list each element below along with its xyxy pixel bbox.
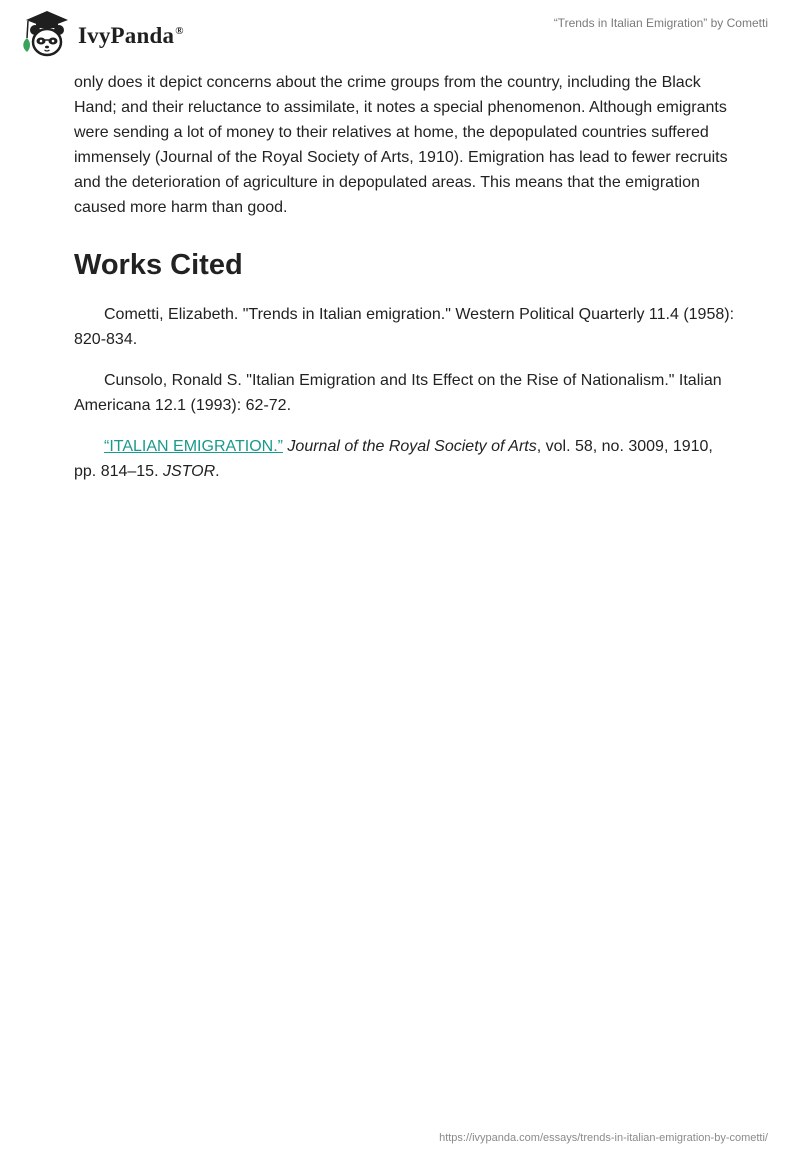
panda-graduate-icon [14, 8, 76, 60]
body-paragraph: only does it depict concerns about the crime groups from the country, including the Black Hand; and their reluctance to assimilate, it notes a special phenomenon. Although emigrants were sending a lot of money to their relatives at home, the depopulated countries suffered immensely (Journal of the Royal Society of Arts, 1910). Emigration has lead to fewer recruits and the deterioration of agriculture in depopulated areas. This means that the emigration caused more harm than good. [74, 74, 728, 216]
citation-cometti: Cometti, Elizabeth. "Trends in Italian emigration." Western Political Quarterly 11.4 (1958): 820-834. [74, 306, 735, 348]
registered-mark: ® [175, 25, 184, 38]
citation-cunsolo: Cunsolo, Ronald S. "Italian Emigration and Its Effect on the Rise of Nationalism." Italian Americana 12.1 (1993): 62-72. [74, 372, 722, 414]
citation-journal [74, 434, 734, 484]
citation-end: . [215, 463, 220, 480]
citation-journal-title: Journal of the Royal Society of Arts [287, 438, 537, 455]
ivypanda-logo[interactable] [14, 8, 184, 60]
footer-url[interactable]: https://ivypanda.com/essays/trends-in-italian-emigration-by-cometti/ [439, 1132, 768, 1144]
document-body [74, 70, 734, 500]
works-cited-heading: Works Cited [74, 249, 243, 281]
citation-link[interactable]: “ITALIAN EMIGRATION.” [104, 438, 283, 455]
brand-name: IvyPanda® [78, 23, 184, 48]
page-header [0, 0, 800, 70]
citation-source: JSTOR [162, 463, 216, 480]
document-title: “Trends in Italian Emigration” by Cometti [553, 16, 768, 30]
citation-details: , vol. 58, no. 3009, 1910, pp. 814–15. [74, 438, 713, 480]
